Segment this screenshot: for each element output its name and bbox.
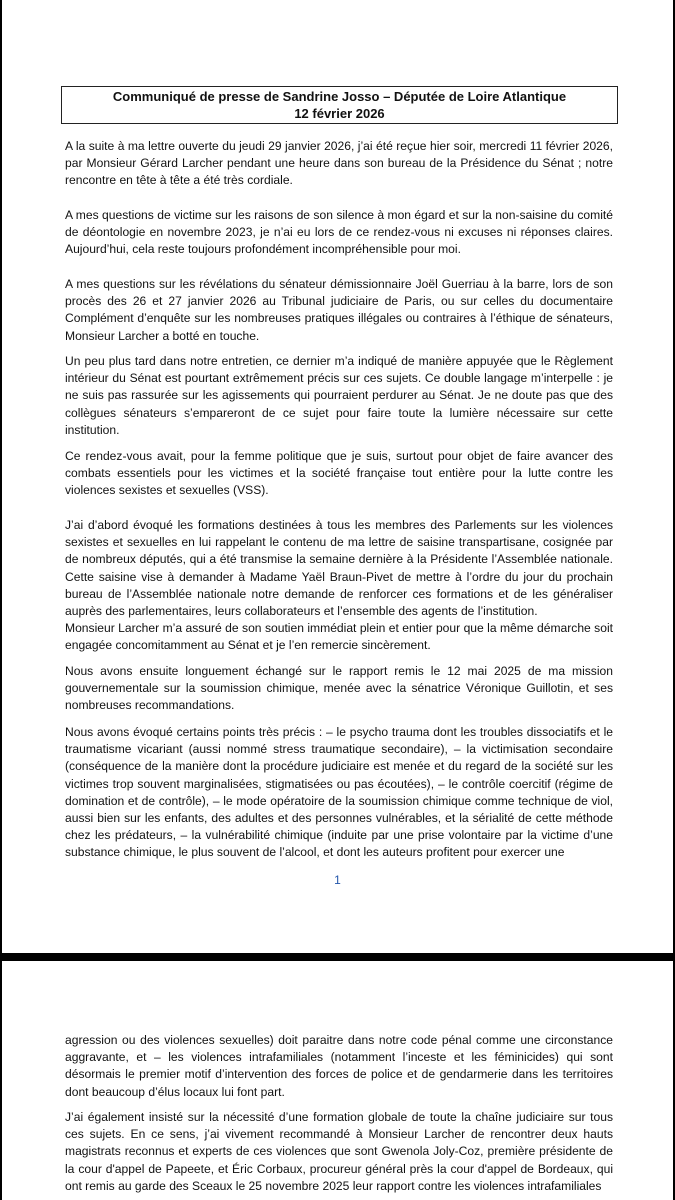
- page-number: 1: [334, 873, 341, 887]
- paragraph-soutien: Monsieur Larcher m’a assuré de son soutien immédiat plein et entier pour que la même démarche soit engagée concomitamment au Sénat et je l’en remercie sincèrement.: [65, 621, 613, 653]
- paragraph-letter: A la suite à ma lettre ouverte du jeudi 29 janvier 2026, j’ai été reçue hier soir, mercredi 11 février 2026, par Monsieur Gérard Larcher pendant une heure dans son bureau de la Présidence du Sénat ; notre rencontre en tête à tête a été très cordiale.: [65, 139, 613, 188]
- paragraph-rapport: Nous avons ensuite longuement échangé sur le rapport remis le 12 mai 2025 de ma mission gouvernementale sur la soumission chimique, menée avec la sénatrice Véronique Guillotin, et ses nombreuses recommandations.: [65, 664, 613, 713]
- paragraph-victim-questions: A mes questions de victime sur les raisons de son silence à mon égard et sur la non-saisine du comité de déontologie en novembre 2023, je n’ai eu lors de ce rendez-vous ni excuses ni réponses claires. Aujourd’hui, cela reste toujours profondément incompréhensible pour moi.: [65, 208, 613, 257]
- paragraph-rendez-vous: Ce rendez-vous avait, pour la femme politique que je suis, surtout pour objet de faire avancer des combats essentiels pour les victimes et la société française tout entière pour la lutte contre les violences sexistes et sexuelles (VSS).: [65, 449, 613, 498]
- paragraph-revelations: A mes questions sur les révélations du sénateur démissionnaire Joël Guerriau à la barre, lors de son procès des 26 et 27 janvier 2026 au Tribunal judiciaire de Paris, ou sur celles du documentaire Complément d’enquête sur les nombreuses pratiques illégales ou contraires à l’éthique de sénateurs, Monsieur Larcher a botté en touche.: [65, 277, 613, 343]
- press-release-date: 12 février 2026: [294, 105, 385, 121]
- paragraph-points-precis: Nous avons évoqué certains points très précis : – le psycho trauma dont les troubles dissociatifs et le traumatisme vicariant (aussi nommé stress traumatique secondaire), – la victimisation secondaire (conséquence de la manière dont la procédure judiciaire est menée et du regard de la société sur les victimes trop souvent marginalisées, stigmatisées ou pas écoutées), – le contrôle coercitif (régime de domination et de contrôle), – le mode opératoire de la soumission chimique comme technique de viol, aussi bien sur les enfants, des adultes et des personnes vulnérables, et la sérialité de cette méthode chez les prédateurs, – la vulnérabilité chimique (induite par une prise volontaire par la victime d’une substance chimique, le plus souvent de l’alcool, et dont les auteurs profitent pour exercer une: [65, 725, 613, 860]
- document-page-2: [2, 961, 673, 1200]
- paragraph-reglement: Un peu plus tard dans notre entretien, ce dernier m’a indiqué de manière appuyée que le Règlement intérieur du Sénat est pourtant extrêmement précis sur ces sujets. Ce double langage m’interpelle : je ne suis pas rassurée sur les agissements qui pourraient perdurer au Sénat. Je ne doute pas que des collègues sénateurs s’empareront de ce sujet pour faire toute la lumière nécessaire sur cette institution.: [65, 354, 613, 437]
- press-release-header: [61, 86, 618, 124]
- press-release-title: Communiqué de presse de Sandrine Josso – Députée de Loire Atlantique: [112, 89, 567, 104]
- document-page-1: [2, 0, 673, 953]
- paragraph-formations: J’ai d’abord évoqué les formations destinées à tous les membres des Parlements sur les violences sexistes et sexuelles en lui rappelant le contenu de ma lettre de saisine transpartisane, cosignée par de nombreux députés, qui a été transmise la semaine dernière à la Présidente l’Assemblée nationale. Cette saisine vise à demander à Madame Yaël Braun-Pivet de mettre à l’ordre du jour du prochain bureau de l’Assemblée nationale notre demande de renforcer ces formations et de les généraliser auprès des parlementaires, leurs collaborateurs et l’ensemble des agents de l’institution.: [65, 518, 613, 619]
- paragraph-circonstance-aggravante: agression ou des violences sexuelles) doit paraitre dans notre code pénal comme une circonstance aggravante, et – les violences intrafamiliales (notamment l’inceste et les féminicides) qui sont désormais le premier motif d’intervention des forces de police et de gendarmerie dans les territoires dont beaucoup d’élus locaux lui font part.: [65, 1033, 613, 1099]
- paragraph-formation-judiciaire: J’ai également insisté sur la nécessité d’une formation globale de toute la chaîne judiciaire sur tous ces sujets. En ce sens, j’ai vivement recommandé à Monsieur Larcher de rencontrer deux hauts magistrats reconnus et experts de ces violences que sont Gwenola Joly-Coz, première présidente de la cour d'appel de Papeete, et Éric Corbaux, procureur général près la cour d'appel de Bordeaux, qui ont remis au garde des Sceaux le 25 novembre 2025 leur rapport contre les violences intrafamiliales: [65, 1110, 613, 1193]
